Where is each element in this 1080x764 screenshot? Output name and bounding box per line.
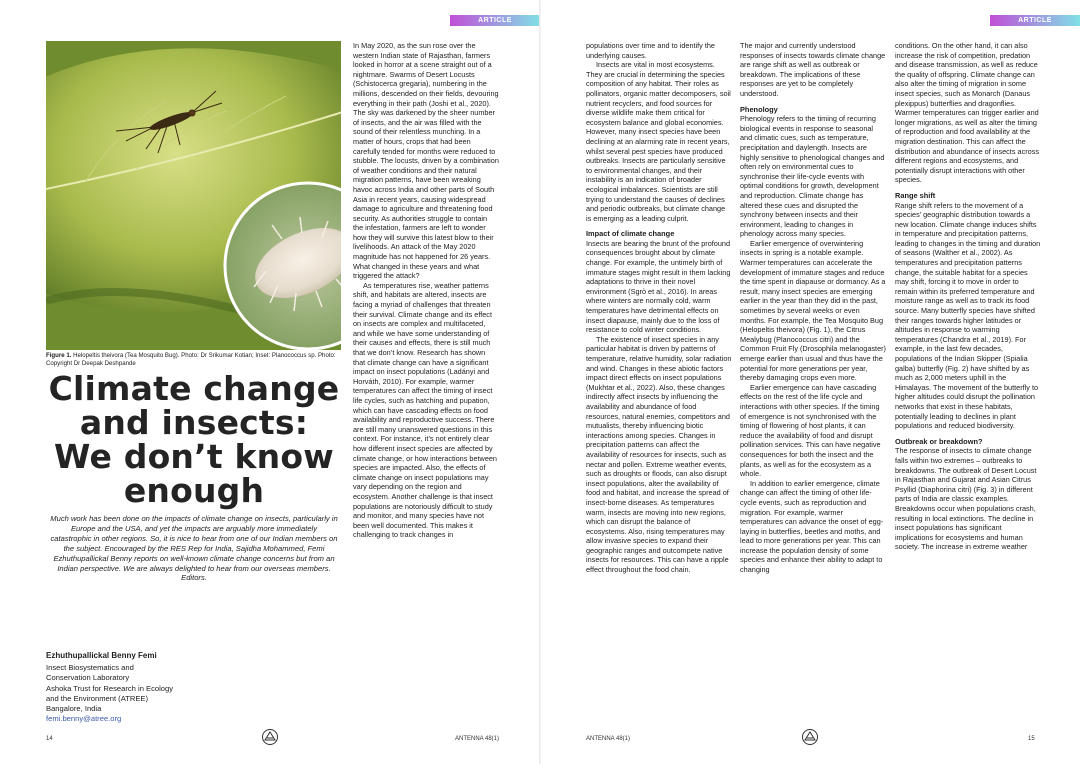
right-column-1 — [586, 41, 732, 721]
body-paragraph: In addition to earlier emergence, climate change can affect the timing of other life-cycle events, such as reproduction and migration. For example, warmer temperatures can advance the onset of egg-laying in butterflies, beetles and moths, and lead to more generations per year. This can increase the population density of some species and enhance their ability to adapt to changing — [740, 478, 884, 575]
page-number-right: 15 — [1028, 736, 1035, 742]
page-number-left: 14 — [46, 736, 53, 742]
intro-paragraph: Much work has been done on the impacts of climate change on insects, particularly in Europe and the USA, and yet the impacts are arguably more immediately catastrophic in other regions. So, it is nice to hear from one of our Indian members on the subject. Encouraged by the RES Rep for India, Sajidha Mohammed, Femi Ezhuthupallickal Benny reports on well-known climate change concerns but from an Indian perspective. We are always delighted to hear from our overseas members. Editors. — [50, 514, 338, 583]
body-paragraph: Insects are vital in most ecosystems. They are crucial in determining the species composition of any habitat. Their roles as pollinators, organic matter decomposers, soil nutrient recyclers, and food sources for diverse wildlife make them critical for ecosystem balance and global economies. However, many insect species have been declining at an alarming rate in recent years, whilst several pest species have produced outbreaks. Insects are particularly sensitive to environmental changes, and their instability is an indication of broader ecological imbalances. Scientists are still trying to understand the causes of declines and periodic outbreaks, but climate change is emerging as a leading culprit. — [586, 60, 731, 223]
article-tag: ARTICLE — [450, 15, 540, 26]
article-tag: ARTICLE — [990, 15, 1080, 26]
figure-photo — [46, 41, 341, 350]
body-paragraph: Phenology refers to the timing of recurring biological events in response to seasonal and climatic cues, such as temperature, precipitation and daylength. Insects are highly sensitive to phenological changes and often rely on environmental cues to synchronise their life-cycle events with optimal conditions for growth, development and reproduction. Climate change has altered these cues and disrupted the synchrony between insects and their environment, leading to changes in phenology across many species. — [740, 114, 885, 239]
affiliation-line: Ashoka Trust for Research in Ecology — [46, 683, 174, 693]
body-paragraph: The major and currently understood responses of insects towards climate change are range shift as well as outbreak or breakdown. The implications of these responses are yet to be completely understood. — [740, 41, 886, 98]
article-title: Climate change and insects: We don’t know enough — [48, 369, 340, 510]
antenna-logo-icon — [801, 728, 819, 746]
affiliation-line: Bangalore, India — [46, 704, 102, 714]
body-paragraph: Range shift refers to the movement of a species’ geographic distribution towards a new location. Climate change induces shifts in temperature and precipitation patterns, leading to changes in the timing and duration of seasons (Walther et al., 2002). As temperatures and precipitation patterns change, the suitable habitat for a species may shift, forcing it to move in order to remain within its preferred temperature and moisture range as well as to track its food source. Many butterfly species have shifted their ranges towards higher latitudes or altitudes in response to warming temperatures (Chandra et al., 2019). For example, in the last few decades, populations of the Indian Skipper (Spialia galba) butterfly (Fig. 2) have shifted by as much as 2,000 meters uphill in the Himalayas. The movement of the butterfly to higher altitudes could disrupt the pollination networks that exist in these habitats, potentially leading to declines in plant populations and reduced biodiversity. — [895, 200, 1041, 431]
author-name: Ezhuthupallickal Benny Femi — [46, 651, 157, 660]
right-column-3 — [895, 41, 1041, 721]
author-block — [46, 651, 206, 724]
body-paragraph: In May 2020, as the sun rose over the western Indian state of Rajasthan, farmers looked in horror at a scene straight out of a nightmare. Swarms of Desert Locusts (Schistocerca gregaria), numbering in the millions, descended on their fields, devouring everything in their path (Joshi et al., 2020). The sky was darkened by the sheer number of insects, and the air was filled with the sound of their relentless munching. In a matter of hours, crops that had been carefully tended for months were reduced to stubble. The locusts, driven by a combination of weather conditions and their natural migration patterns, have been wreaking havoc across India and other parts of South Asia in recent years, causing widespread damage to agriculture and threatening food security. As authorities struggle to contain the infestation, farmers are left to wonder how they will survive this latest blow to their livelihoods. An attack of the May 2020 magnitude has not happened for 26 years. What changed in these years and what triggered the attack? — [353, 41, 499, 281]
section-heading: Outbreak or breakdown? — [895, 436, 983, 446]
section-heading: Phenology — [740, 104, 778, 114]
affiliation-line: Conservation Laboratory — [46, 673, 130, 683]
body-paragraph: populations over time and to identify the underlying causes. — [586, 41, 715, 60]
body-paragraph: As temperatures rise, weather patterns shift, and habitats are altered, insects are facing a myriad of challenges that threaten their survival. Climate change and its effect on insects are complex and multifaceted, and while we have some understanding of their causes and effects, there is still much that we don’t know. Research has shown that climate change can have a significant impact on insect populations (Ladányi and Horváth, 2010). For example, warmer temperatures can affect the timing of insect life cycles, such as hatching and pupation, which can have cascading effects on food availability and reproductive success. There are still many unanswered questions in this context. For instance, it’s not entirely clear how different insect species are affected by climate change, or how interactions between species are impacted. Also, the effects of climate change on insect populations may vary depending on the region and ecosystem. Another challenge is that insect populations are notoriously difficult to study and monitor, and many species have not been well documented. This makes it challenging to track changes in — [353, 280, 497, 540]
affiliation-line: and the Environment (ATREE) — [46, 693, 148, 703]
leaf-insect-photo — [46, 41, 341, 350]
left-body-column — [353, 41, 499, 721]
antenna-logo-icon — [261, 728, 279, 746]
section-heading: Impact of climate change — [586, 229, 675, 239]
figure-caption — [46, 352, 338, 368]
body-paragraph: The response of insects to climate change falls within two extremes – outbreaks to breakdowns. The outbreak of Desert Locust in Rajasthan and Gujarat and Asian Citrus Psyllid (Diaphorina citri) (Fig. 3) in different parts of India are classic examples. Breakdowns occur when populations crash, resulting in local extinctions. The decline in insect populations has significant implications for ecosystems and human society. The increase in extreme weather — [895, 446, 1037, 552]
body-paragraph: conditions. On the other hand, it can also increase the risk of competition, predation and disease transmission, as well as reduce the quality of offspring. Climate change can also alter the timing of migration in some insect species, such as Monarch (Danaus plexippus) butterflies and dragonflies. Warmer temperatures can trigger earlier and longer migrations, as well as alter the timing of reproduction and food availability at the migration destination. This can affect the distribution and abundance of insects across different regions and ecosystems, and potentially disrupt interactions with other species. — [895, 41, 1039, 185]
body-paragraph: Earlier emergence of overwintering insects in spring is a notable example. Warmer temperatures can accelerate the development of immature stages and reduce the time spent in diapause or dormancy. As a result, many insect species are emerging earlier in the year than they did in the past, sometimes by several weeks or even months. For example, the Tea Mosquito Bug (Helopeltis theivora) (Fig. 1), the Citrus Mealybug (Planococcus citri) and the Common Fruit Fly (Drosophila melanogaster) emerge earlier than usual and thus have the potential for more generations per year, thereby damaging crops even more. — [740, 238, 886, 383]
section-heading: Range shift — [895, 190, 936, 200]
body-paragraph: The existence of insect species in any particular habitat is driven by patterns of temperature, relative humidity, solar radiation and wind. Changes in these abiotic factors impact direct effects on insect populations (Mukhtar et al., 2022). Also, these changes indirectly affect insects by influencing the availability and abundance of food resources, natural enemies, competitors and mutualists, thereby influencing biotic interactions among species. Changes in precipitation patterns can affect the availability of resources for insects, such as nectar and pollen. Extreme weather events, such as droughts or floods, can also disrupt insect populations, alter the availability of food and habitat, and increase the spread of insect-borne diseases. As temperatures warm, insects are moving into new regions, which can disrupt the balance of ecosystems. Also, rising temperatures may allow invasive species to expand their geographic ranges and outcompete native insects for resources. This can have a ripple effect throughout the food chain. — [586, 334, 732, 575]
caption-label: Figure 1. — [46, 352, 72, 359]
body-paragraph: Earlier emergence can have cascading effects on the rest of the life cycle and interactions with other species. If the timing of emergence is not synchronised with the timing of flowering of host plants, it can reduce the availability of food and disrupt pollination services. This can have negative consequences for both the insect and the plants, as well as for the ecosystem as a whole. — [740, 382, 881, 479]
right-column-2 — [740, 41, 886, 721]
journal-name-right: ANTENNA 48(1) — [586, 736, 631, 742]
affiliation-line: Insect Biosystematics and — [46, 663, 134, 673]
right-page — [540, 0, 1080, 764]
body-paragraph: Insects are bearing the brunt of the profound consequences brought about by climate change. For example, the untimely birth of immature stages might result in them lacking adaptations to thrive in their novel environment (Sgrò et al., 2016). In areas where winters are normally cold, warm temperatures have detrimental effects on insect diapause, mainly due to the loss of resistance to cold winter conditions. — [586, 238, 731, 335]
journal-name-left: ANTENNA 48(1) — [455, 736, 500, 742]
author-email-link[interactable]: femi.benny@atree.org — [46, 714, 122, 724]
caption-text: Helopeltis theivora (Tea Mosquito Bug). Photo: Dr Srikumar Kotian; Inset: Planococcus sp. Photo: Copyright Dr Deepak Deshpande — [46, 352, 336, 368]
